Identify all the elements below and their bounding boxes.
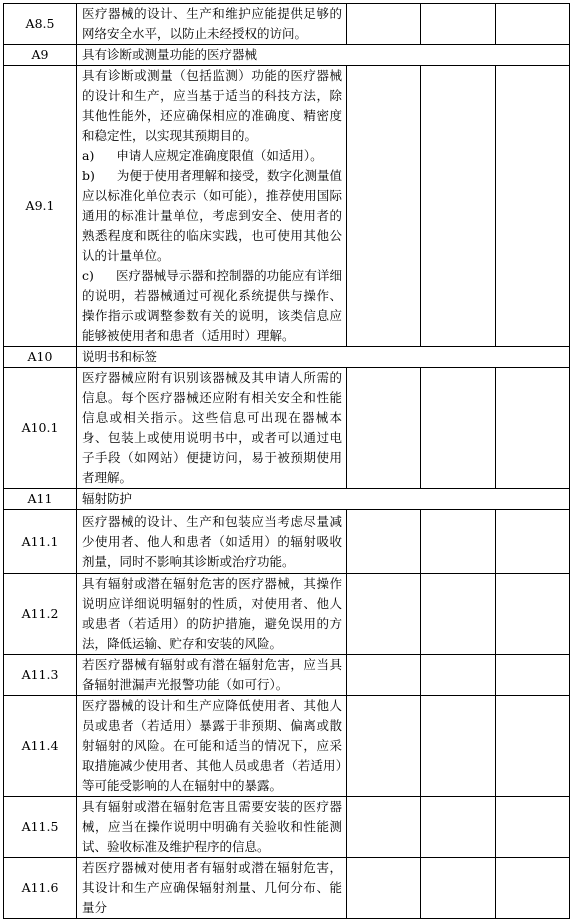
empty-cell — [347, 797, 421, 858]
requirement-text — [77, 368, 347, 489]
table-row — [4, 4, 570, 45]
empty-cell — [496, 4, 570, 45]
row-code: A11.5 — [4, 797, 77, 858]
list-item-text: 医疗器械导示器和控制器的功能应有详细的说明，若器械通过可视化系统提供与操作、操作指示或调整参数有关的说明，该类信息应能够被使用者和患者（适用时）理解。 — [82, 268, 342, 343]
list-marker: a) — [82, 148, 95, 163]
section-title: 辐射防护 — [77, 489, 570, 510]
section-row — [4, 45, 570, 66]
empty-cell — [421, 510, 496, 574]
table-row — [4, 510, 570, 574]
table-row — [4, 696, 570, 797]
empty-cell — [421, 797, 496, 858]
requirement-text — [77, 655, 347, 696]
empty-cell — [496, 66, 570, 347]
empty-cell — [347, 858, 421, 919]
empty-cell — [496, 510, 570, 574]
empty-cell — [347, 4, 421, 45]
row-code: A11.3 — [4, 655, 77, 696]
empty-cell — [421, 4, 496, 45]
requirement-list-item — [82, 166, 342, 266]
empty-cell — [421, 858, 496, 919]
empty-cell — [496, 655, 570, 696]
requirement-paragraph: 医疗器械的设计、生产和包装应当考虑尽量减少使用者、他人和患者（如适用）的辐射吸收剂量，同时不影响其诊断或治疗功能。 — [82, 513, 342, 569]
empty-cell — [347, 368, 421, 489]
requirement-list-item — [82, 266, 342, 346]
requirement-text — [77, 696, 347, 797]
section-row — [4, 347, 570, 368]
empty-cell — [421, 368, 496, 489]
row-code: A11.2 — [4, 574, 77, 655]
empty-cell — [347, 510, 421, 574]
table-row — [4, 66, 570, 347]
empty-cell — [421, 696, 496, 797]
empty-cell — [347, 655, 421, 696]
empty-cell — [496, 696, 570, 797]
table-row — [4, 368, 570, 489]
requirement-paragraph: 若医疗器械对使用者有辐射或潜在辐射危害，其设计和生产应确保辐射剂量、几何分布、能量分 — [82, 860, 342, 915]
empty-cell — [496, 858, 570, 919]
empty-cell — [347, 66, 421, 347]
empty-cell — [421, 66, 496, 347]
requirement-text — [77, 66, 347, 347]
requirement-text — [77, 797, 347, 858]
empty-cell — [496, 797, 570, 858]
row-code: A8.5 — [4, 4, 77, 45]
list-marker: c) — [82, 268, 94, 283]
table-row — [4, 655, 570, 696]
row-code: A11.1 — [4, 510, 77, 574]
section-title: 说明书和标签 — [77, 347, 570, 368]
requirement-paragraph: 具有辐射或潜在辐射危害且需要安装的医疗器械，应当在操作说明中明确有关验收和性能测试、验收标准及维护程序的信息。 — [82, 799, 342, 854]
table-row — [4, 858, 570, 919]
empty-cell — [496, 368, 570, 489]
requirement-text — [77, 858, 347, 919]
requirement-paragraph: 若医疗器械有辐射或有潜在辐射危害，应当具备辐射泄漏声光报警功能（如可行）。 — [82, 657, 342, 692]
empty-cell — [347, 574, 421, 655]
list-marker: b) — [82, 168, 95, 183]
requirement-paragraph: 医疗器械应附有识别该器械及其申请人所需的信息。每个医疗器械还应附有相关安全和性能信息或相关指示。这些信息可出现在器械本身、包装上或使用说明书中，或者可以通过电子手段（如网站）便捷访问，易于被预期使用者理解。 — [82, 370, 342, 485]
requirement-text — [77, 510, 347, 574]
requirement-list-item — [82, 146, 342, 166]
row-code: A10.1 — [4, 368, 77, 489]
table-body — [4, 4, 570, 919]
list-item-text: 申请人应规定准确度限值（如适用）。 — [116, 148, 323, 163]
section-row — [4, 489, 570, 510]
row-code: A9 — [4, 45, 77, 66]
requirement-paragraph: 具有辐射或潜在辐射危害的医疗器械，其操作说明应详细说明辐射的性质，对使用者、他人或患者（若适用）的防护措施，避免误用的方法，降低运输、贮存和安装的风险。 — [82, 576, 342, 651]
table-row — [4, 574, 570, 655]
list-item-text: 为便于使用者理解和接受，数字化测量值应以标准化单位表示（如可能），推荐使用国际通用的标准计量单位，考虑到安全、使用者的熟悉程度和既往的临床实践，也可使用其他公认的计量单位。 — [82, 168, 342, 263]
requirement-text — [77, 574, 347, 655]
requirement-text — [77, 4, 347, 45]
requirements-table — [3, 3, 570, 919]
row-code: A11 — [4, 489, 77, 510]
row-code: A11.6 — [4, 858, 77, 919]
requirement-paragraph: 医疗器械的设计和生产应降低使用者、其他人员或患者（若适用）暴露于非预期、偏离或散射辐射的风险。在可能和适当的情况下，应采取措施减少使用者、其他人员或患者（若适用）等可能受影响的人在辐射中的暴露。 — [82, 698, 342, 793]
row-code: A11.4 — [4, 696, 77, 797]
section-title: 具有诊断或测量功能的医疗器械 — [77, 45, 570, 66]
empty-cell — [421, 655, 496, 696]
empty-cell — [496, 574, 570, 655]
empty-cell — [347, 696, 421, 797]
requirement-paragraph: 具有诊断或测量（包括监测）功能的医疗器械的设计和生产，应当基于适当的科技方法，除其他性能外，还应确保相应的准确度、精密度和稳定性，以实现其预期目的。 — [82, 68, 342, 143]
empty-cell — [421, 574, 496, 655]
row-code: A10 — [4, 347, 77, 368]
row-code: A9.1 — [4, 66, 77, 347]
table-row — [4, 797, 570, 858]
requirement-paragraph: 医疗器械的设计、生产和维护应能提供足够的网络安全水平，以防止未经授权的访问。 — [82, 6, 342, 41]
